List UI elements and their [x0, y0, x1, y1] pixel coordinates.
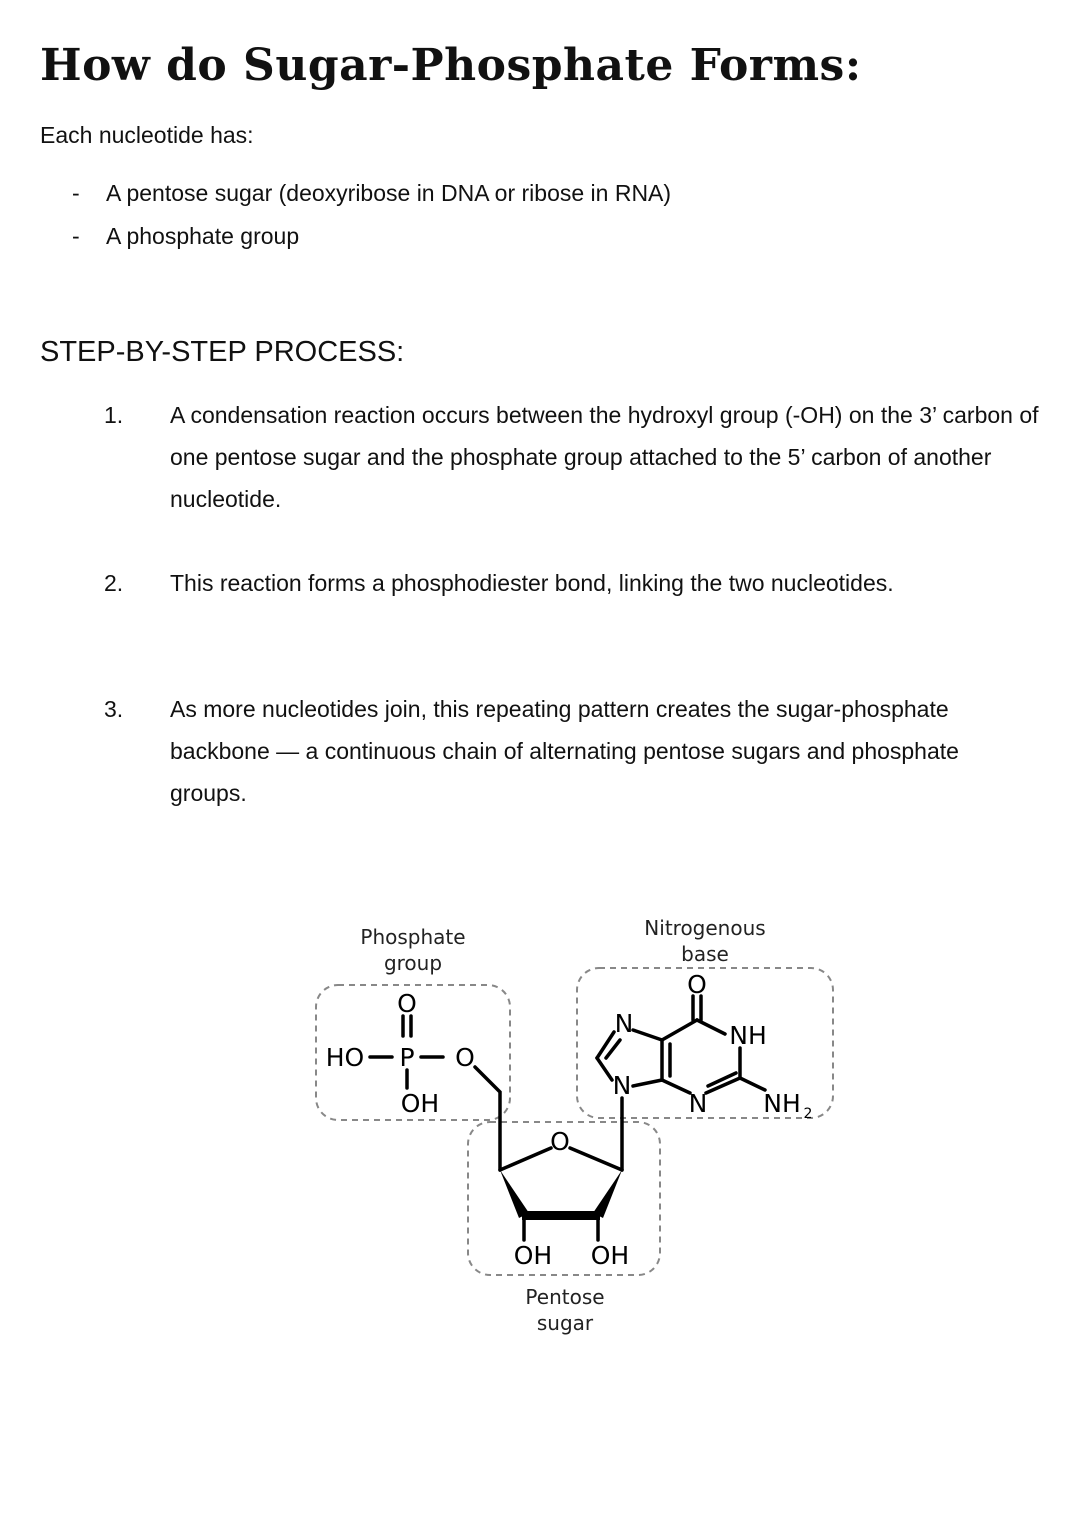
sugar-label: sugar	[536, 1311, 594, 1335]
step-number: 1.	[104, 402, 124, 428]
sugar-label: Pentose	[525, 1285, 605, 1309]
bullet-text: A phosphate group	[106, 223, 300, 249]
atom-label: NH	[763, 1089, 801, 1118]
intro-text: Each nucleotide has:	[40, 122, 254, 148]
step-text: A condensation reaction occurs between the hydroxyl group (-OH) on the 3’ carbon of one pentose sugar and the phosphate group attached to the 5’ carbon of another nucleotide.	[170, 402, 1039, 512]
atom-label: N	[614, 1009, 634, 1038]
step-text: As more nucleotides join, this repeating pattern creates the sugar-phosphate backbone — a continuous chain of alternating pentose sugars and phosphate groups.	[170, 696, 959, 806]
page-title: How do Sugar-Phosphate Forms:	[40, 40, 862, 91]
phosphate-label: Phosphate	[360, 925, 466, 949]
base-label: Nitrogenous	[644, 916, 766, 940]
bullet-marker: -	[72, 180, 80, 206]
bullet-text: A pentose sugar (deoxyribose in DNA or ribose in RNA)	[106, 180, 672, 206]
atom-label: N	[612, 1071, 632, 1100]
step-number: 3.	[104, 696, 124, 722]
bullet-marker: -	[72, 223, 80, 249]
atom-label: O	[455, 1043, 475, 1072]
atom-label: N	[688, 1089, 708, 1118]
step-number: 2.	[104, 570, 124, 596]
step-text: This reaction forms a phosphodiester bond, linking the two nucleotides.	[170, 570, 894, 596]
atom-label: P	[399, 1043, 415, 1072]
base-label: base	[681, 942, 729, 966]
atom-label: O	[687, 970, 707, 999]
wedge-bonds	[500, 1170, 622, 1220]
atom-label: NH	[729, 1021, 767, 1050]
atom-subscript: 2	[803, 1106, 813, 1122]
phosphate-label: group	[383, 951, 443, 975]
bonds	[370, 996, 765, 1240]
atom-label: O	[550, 1127, 570, 1156]
atom-label: OH	[400, 1089, 440, 1118]
atom-label: HO	[325, 1043, 365, 1072]
atom-label: OH	[590, 1241, 630, 1270]
atom-label: OH	[513, 1241, 553, 1270]
atom-label: O	[397, 989, 417, 1018]
steps-heading: STEP-BY-STEP PROCESS:	[40, 336, 405, 368]
